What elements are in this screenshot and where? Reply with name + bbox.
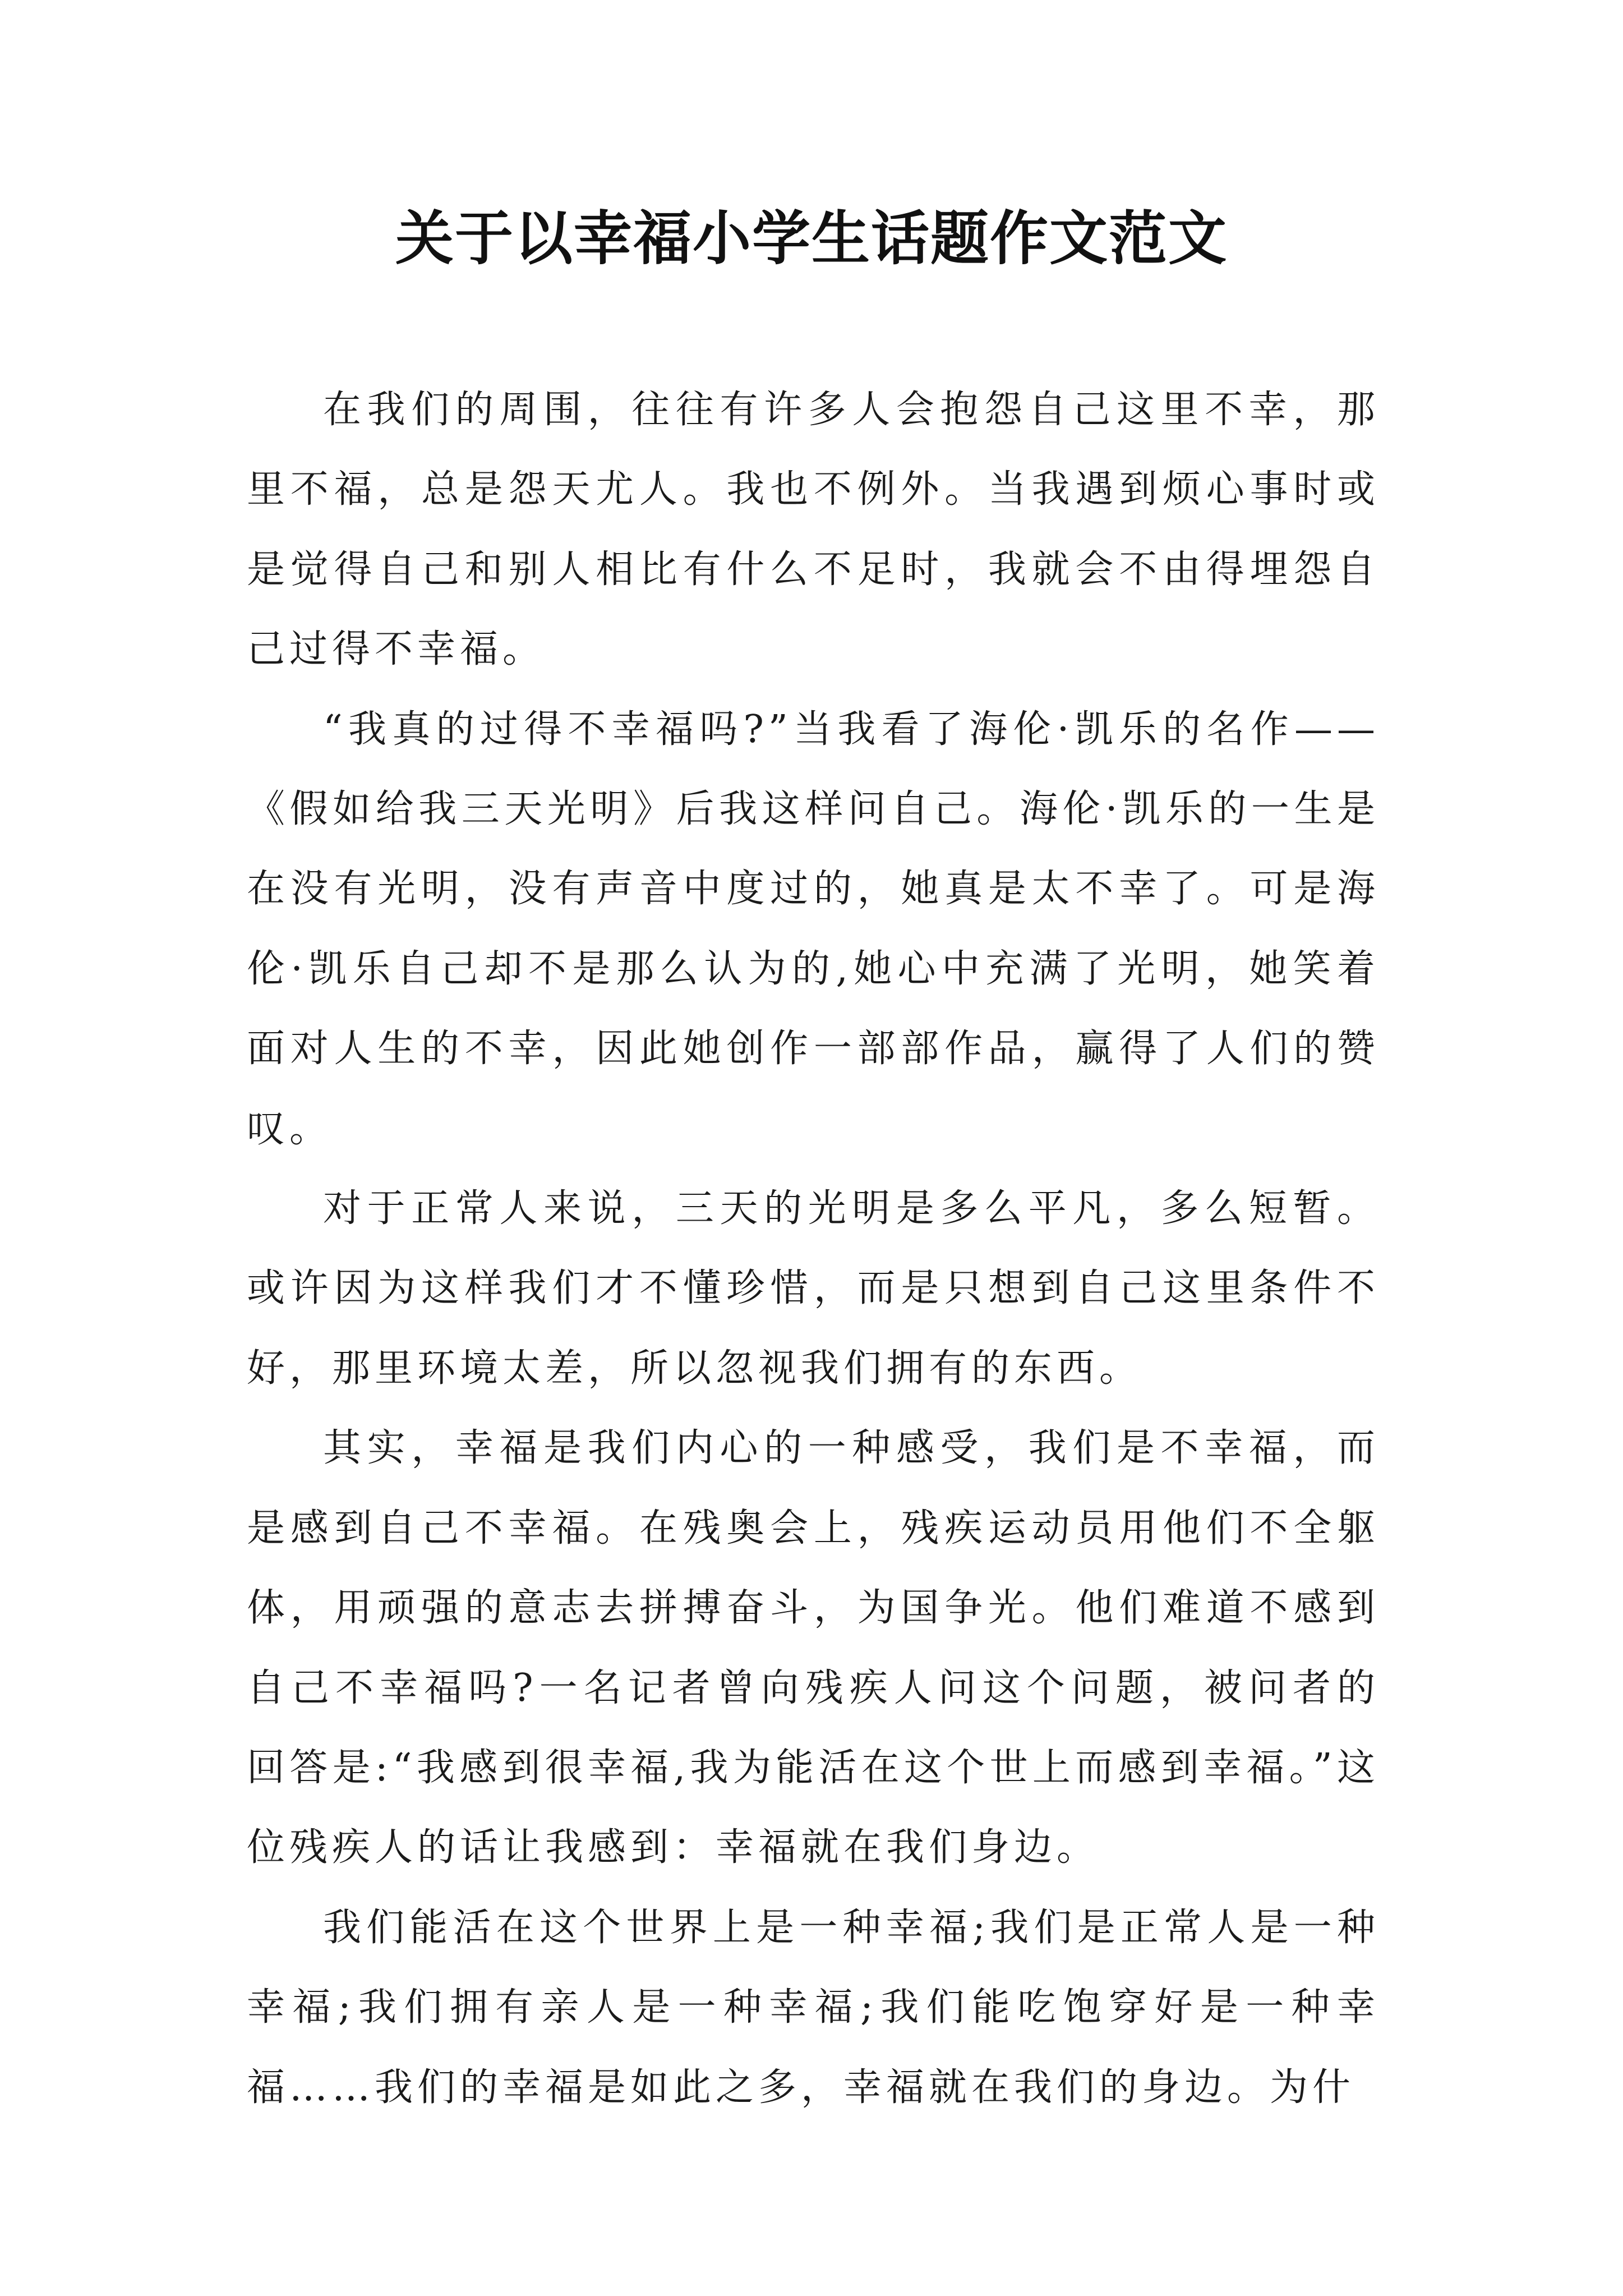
paragraph: 在我们的周围，往往有许多人会抱怨自己这里不幸，那里不福，总是怨天尤人。我也不例外。当我遇到烦心事时或是觉得自己和别人相比有什么不足时，我就会不由得埋怨自己过得不幸福。 <box>247 388 1380 672</box>
document-title: 关于以幸福小学生话题作文范文 <box>395 204 1228 273</box>
paragraph: 对于正常人来说，三天的光明是多么平凡，多么短暂。或许因为这样我们才不懂珍惜，而是只想到自己这里条件不好，那里环境太差，所以忽视我们拥有的东西。 <box>247 1186 1380 1391</box>
document-body <box>247 370 1380 2128</box>
paragraph: “我真的过得不幸福吗?”当我看了海伦·凯乐的名作——《假如给我三天光明》后我这样问自己。海伦·凯乐的一生是在没有光明，没有声音中度过的，她真是太不幸了。可是海伦·凯乐自己却不是那么认为的,她心中充满了光明，她笑着面对人生的不幸，因此她创作一部部作品，赢得了人们的赞叹。 <box>247 707 1380 1151</box>
paragraph: 其实，幸福是我们内心的一种感受，我们是不幸福，而是感到自己不幸福。在残奥会上，残疾运动员用他们不全躯体，用顽强的意志去拼搏奋斗，为国争光。他们难道不感到自己不幸福吗?一名记者曾向残疾人问这个问题，被问者的回答是:“我感到很幸福,我为能活在这个世上而感到幸福。”这位残疾人的话让我感到：幸福就在我们身边。 <box>247 1426 1380 1870</box>
paragraph: 我们能活在这个世界上是一种幸福;我们是正常人是一种幸福;我们拥有亲人是一种幸福;我们能吃饱穿好是一种幸福……我们的幸福是如此之多，幸福就在我们的身边。为什 <box>247 1905 1380 2110</box>
